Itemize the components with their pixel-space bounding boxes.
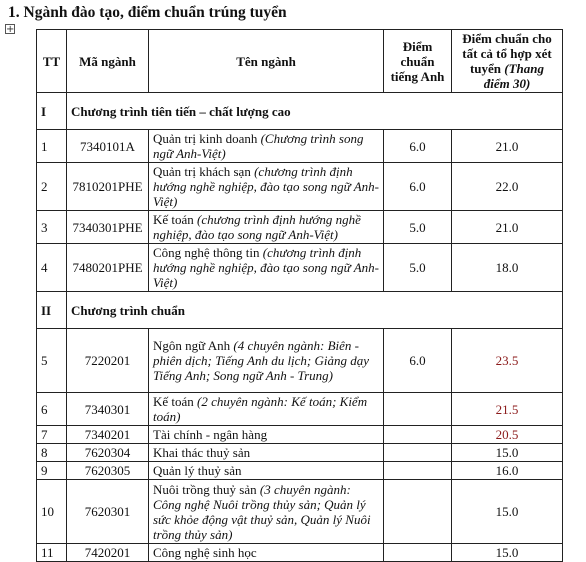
section-tt: II <box>37 292 67 329</box>
table-row <box>37 480 563 544</box>
row-tt: 6 <box>37 393 67 426</box>
row-score: 20.5 <box>452 426 563 444</box>
header-all-main: Điểm chuẩn cho tất cả tổ hợp xét tuyển <box>462 31 552 76</box>
row-english <box>384 462 452 480</box>
row-code: 7620301 <box>67 480 149 544</box>
row-name: Khai thác thuỷ sản <box>149 444 384 462</box>
table-row <box>37 426 563 444</box>
row-score: 21.0 <box>452 211 563 244</box>
row-name-note: (chương trình định hướng nghề nghiệp, đào tạo song ngữ Anh-Việt) <box>153 212 361 242</box>
table-row <box>37 393 563 426</box>
row-english: 6.0 <box>384 329 452 393</box>
section-title: Chương trình tiên tiến – chất lượng cao <box>67 93 563 130</box>
section-tt: I <box>37 93 67 130</box>
row-name-text: Ngôn ngữ Anh <box>153 338 234 353</box>
row-name-note: (3 chuyên ngành: Công nghệ Nuôi trồng thủy sản; Quản lý sức khỏe động vật thuỷ sản, Quản lý Nuôi trồng thủy sản) <box>153 481 371 542</box>
row-code: 7340101A <box>67 130 149 163</box>
table-row <box>37 462 563 480</box>
row-code: 7340201 <box>67 426 149 444</box>
row-tt: 8 <box>37 444 67 462</box>
row-name-note: (Chương trình song ngữ Anh-Việt) <box>153 131 364 161</box>
row-code: 7420201 <box>67 544 149 562</box>
move-handle-icon[interactable]: + <box>6 24 15 35</box>
row-name-note: (4 chuyên ngành: Biên - phiên dịch; Tiếng Anh du lịch; Giảng dạy Tiếng Anh; Song ngữ Anh - Trung) <box>153 338 370 383</box>
section-row <box>37 93 563 130</box>
row-name-text: Kế toán <box>153 212 198 227</box>
row-name-text: Công nghệ thông tin <box>153 245 263 260</box>
row-english <box>384 426 452 444</box>
row-score: 15.0 <box>452 480 563 544</box>
table-row <box>37 329 563 393</box>
row-tt: 9 <box>37 462 67 480</box>
page-heading: 1. Ngành đào tạo, điểm chuẩn trúng tuyển <box>8 4 287 21</box>
row-name: Quản lý thuỷ sản <box>149 462 384 480</box>
row-english: 5.0 <box>384 244 452 292</box>
row-name: Công nghệ sinh học <box>149 544 384 562</box>
row-name <box>149 130 384 163</box>
row-tt: 1 <box>37 130 67 163</box>
row-name-text: Kế toán <box>153 394 198 409</box>
table-row <box>37 163 563 211</box>
header-code: Mã ngành <box>67 30 149 93</box>
row-english: 5.0 <box>384 211 452 244</box>
row-name-text: Quản trị khách sạn <box>153 164 255 179</box>
row-english <box>384 544 452 562</box>
admission-table <box>36 29 563 562</box>
row-score: 21.5 <box>452 393 563 426</box>
row-english <box>384 480 452 544</box>
row-code: 7340301PHE <box>67 211 149 244</box>
row-tt: 11 <box>37 544 67 562</box>
row-tt: 3 <box>37 211 67 244</box>
row-tt: 2 <box>37 163 67 211</box>
table-row <box>37 130 563 163</box>
row-name: Tài chính - ngân hàng <box>149 426 384 444</box>
row-code: 7480201PHE <box>67 244 149 292</box>
row-english: 6.0 <box>384 130 452 163</box>
row-english <box>384 393 452 426</box>
row-name-note: (chương trình định hướng nghề nghiệp, đào tạo song ngữ Anh-Việt) <box>153 245 379 290</box>
header-english: Điểm chuẩn tiếng Anh <box>384 30 452 93</box>
row-code: 7620304 <box>67 444 149 462</box>
row-name-note: (2 chuyên ngành: Kế toán; Kiểm toán) <box>153 394 368 424</box>
row-score: 18.0 <box>452 244 563 292</box>
row-tt: 4 <box>37 244 67 292</box>
table-row <box>37 244 563 292</box>
row-english <box>384 444 452 462</box>
row-name-note: (chương trình định hướng nghề nghiệp, đào tạo song ngữ Anh-Việt) <box>153 164 379 209</box>
row-name-text: Quản trị kinh doanh <box>153 131 261 146</box>
row-score: 15.0 <box>452 444 563 462</box>
row-name <box>149 244 384 292</box>
header-all-note: (Thang điểm 30) <box>483 61 545 91</box>
table-row <box>37 211 563 244</box>
section-row <box>37 292 563 329</box>
row-code: 7220201 <box>67 329 149 393</box>
table-row <box>37 544 563 562</box>
row-score: 15.0 <box>452 544 563 562</box>
row-score: 16.0 <box>452 462 563 480</box>
header-name: Tên ngành <box>149 30 384 93</box>
row-score: 21.0 <box>452 130 563 163</box>
row-name <box>149 480 384 544</box>
header-tt: TT <box>37 30 67 93</box>
table-row <box>37 444 563 462</box>
header-all <box>452 30 563 93</box>
section-title: Chương trình chuẩn <box>67 292 563 329</box>
row-code: 7810201PHE <box>67 163 149 211</box>
row-code: 7620305 <box>67 462 149 480</box>
row-score: 23.5 <box>452 329 563 393</box>
row-name <box>149 211 384 244</box>
row-tt: 10 <box>37 480 67 544</box>
row-name <box>149 329 384 393</box>
row-name <box>149 393 384 426</box>
row-name <box>149 163 384 211</box>
row-tt: 7 <box>37 426 67 444</box>
row-score: 22.0 <box>452 163 563 211</box>
row-name-text: Nuôi trồng thuỷ sản <box>153 481 260 497</box>
row-tt: 5 <box>37 329 67 393</box>
row-english: 6.0 <box>384 163 452 211</box>
row-code: 7340301 <box>67 393 149 426</box>
